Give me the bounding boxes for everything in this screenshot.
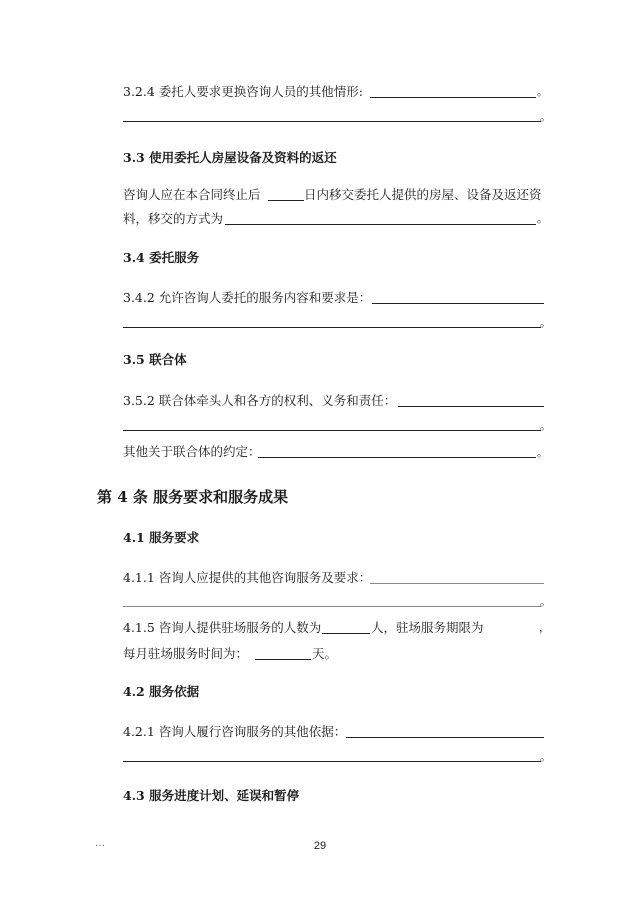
blank-line-4-2-1[interactable] [346, 737, 544, 738]
clause-4-1-5-a: 4.1.5 咨询人提供驻场服务的人数为 [123, 620, 322, 635]
blank-line-3-4-2-cont[interactable] [123, 327, 541, 328]
period: 。 [537, 212, 548, 225]
clause-3-3-line1b: 日内移交委托人提供的房屋、设备及返还资 [304, 187, 542, 202]
section-3-4-title: 3.4 委托服务 [123, 250, 200, 265]
blank-line-4-1-1[interactable] [370, 583, 544, 584]
period: 。 [540, 419, 551, 432]
period: 。 [540, 595, 551, 608]
clause-consortium-other: 其他关于联合体的约定： [123, 444, 261, 459]
comma: ， [539, 621, 550, 634]
clause-4-2-1: 4.2.1 咨询人履行咨询服务的其他依据： [123, 724, 347, 739]
clause-3-2-4: 3.2.4 委托人要求更换咨询人员的其他情形: [123, 84, 363, 99]
blank-line-3-2-4-cont[interactable] [123, 121, 541, 122]
period: 。 [537, 446, 548, 459]
section-3-3-title: 3.3 使用委托人房屋设备及资料的返还 [123, 150, 337, 165]
chapter-4-title: 第 4 条 服务要求和服务成果 [97, 488, 289, 506]
blank-line-4-1-1-cont[interactable] [123, 606, 541, 607]
period: 。 [540, 750, 551, 763]
blank-onsite-headcount[interactable] [322, 633, 370, 634]
blank-consortium-other[interactable] [258, 457, 536, 458]
page-number: 29 [313, 840, 327, 852]
section-4-3-title: 4.3 服务进度计划、延误和暂停 [123, 788, 300, 803]
clause-4-1-5-c: 每月驻场服务时间为： [123, 646, 249, 661]
blank-line-4-2-1-cont[interactable] [123, 761, 541, 762]
section-4-2-title: 4.2 服务依据 [123, 684, 200, 699]
blank-line-3-2-4[interactable] [370, 97, 536, 98]
clause-3-3-line2: 料，移交的方式为 [123, 211, 224, 226]
clause-4-1-5-d: 天。 [312, 646, 338, 661]
clause-3-4-2: 3.4.2 允许咨询人委托的服务内容和要求是： [123, 290, 372, 305]
footer-mark: … [95, 838, 105, 849]
clause-4-1-1: 4.1.1 咨询人应提供的其他咨询服务及要求： [123, 570, 372, 585]
blank-line-3-5-2[interactable] [398, 406, 544, 407]
section-3-5-title: 3.5 联合体 [123, 352, 187, 367]
blank-line-3-5-2-cont[interactable] [123, 430, 541, 431]
period: 。 [540, 316, 551, 329]
period: 。 [540, 110, 551, 123]
blank-line-3-4-2[interactable] [372, 303, 544, 304]
section-4-1-title: 4.1 服务要求 [123, 530, 200, 545]
clause-3-3-line1a: 咨询人应在本合同终止后 [123, 187, 261, 202]
blank-days[interactable] [268, 200, 304, 201]
period: 。 [537, 85, 548, 98]
blank-transfer-method[interactable] [225, 224, 536, 225]
clause-4-1-5-b: 人，驻场服务期限为 [371, 620, 484, 635]
blank-monthly-days[interactable] [255, 659, 311, 660]
clause-3-5-2: 3.5.2 联合体牵头人和各方的权利、义务和责任： [123, 393, 397, 408]
